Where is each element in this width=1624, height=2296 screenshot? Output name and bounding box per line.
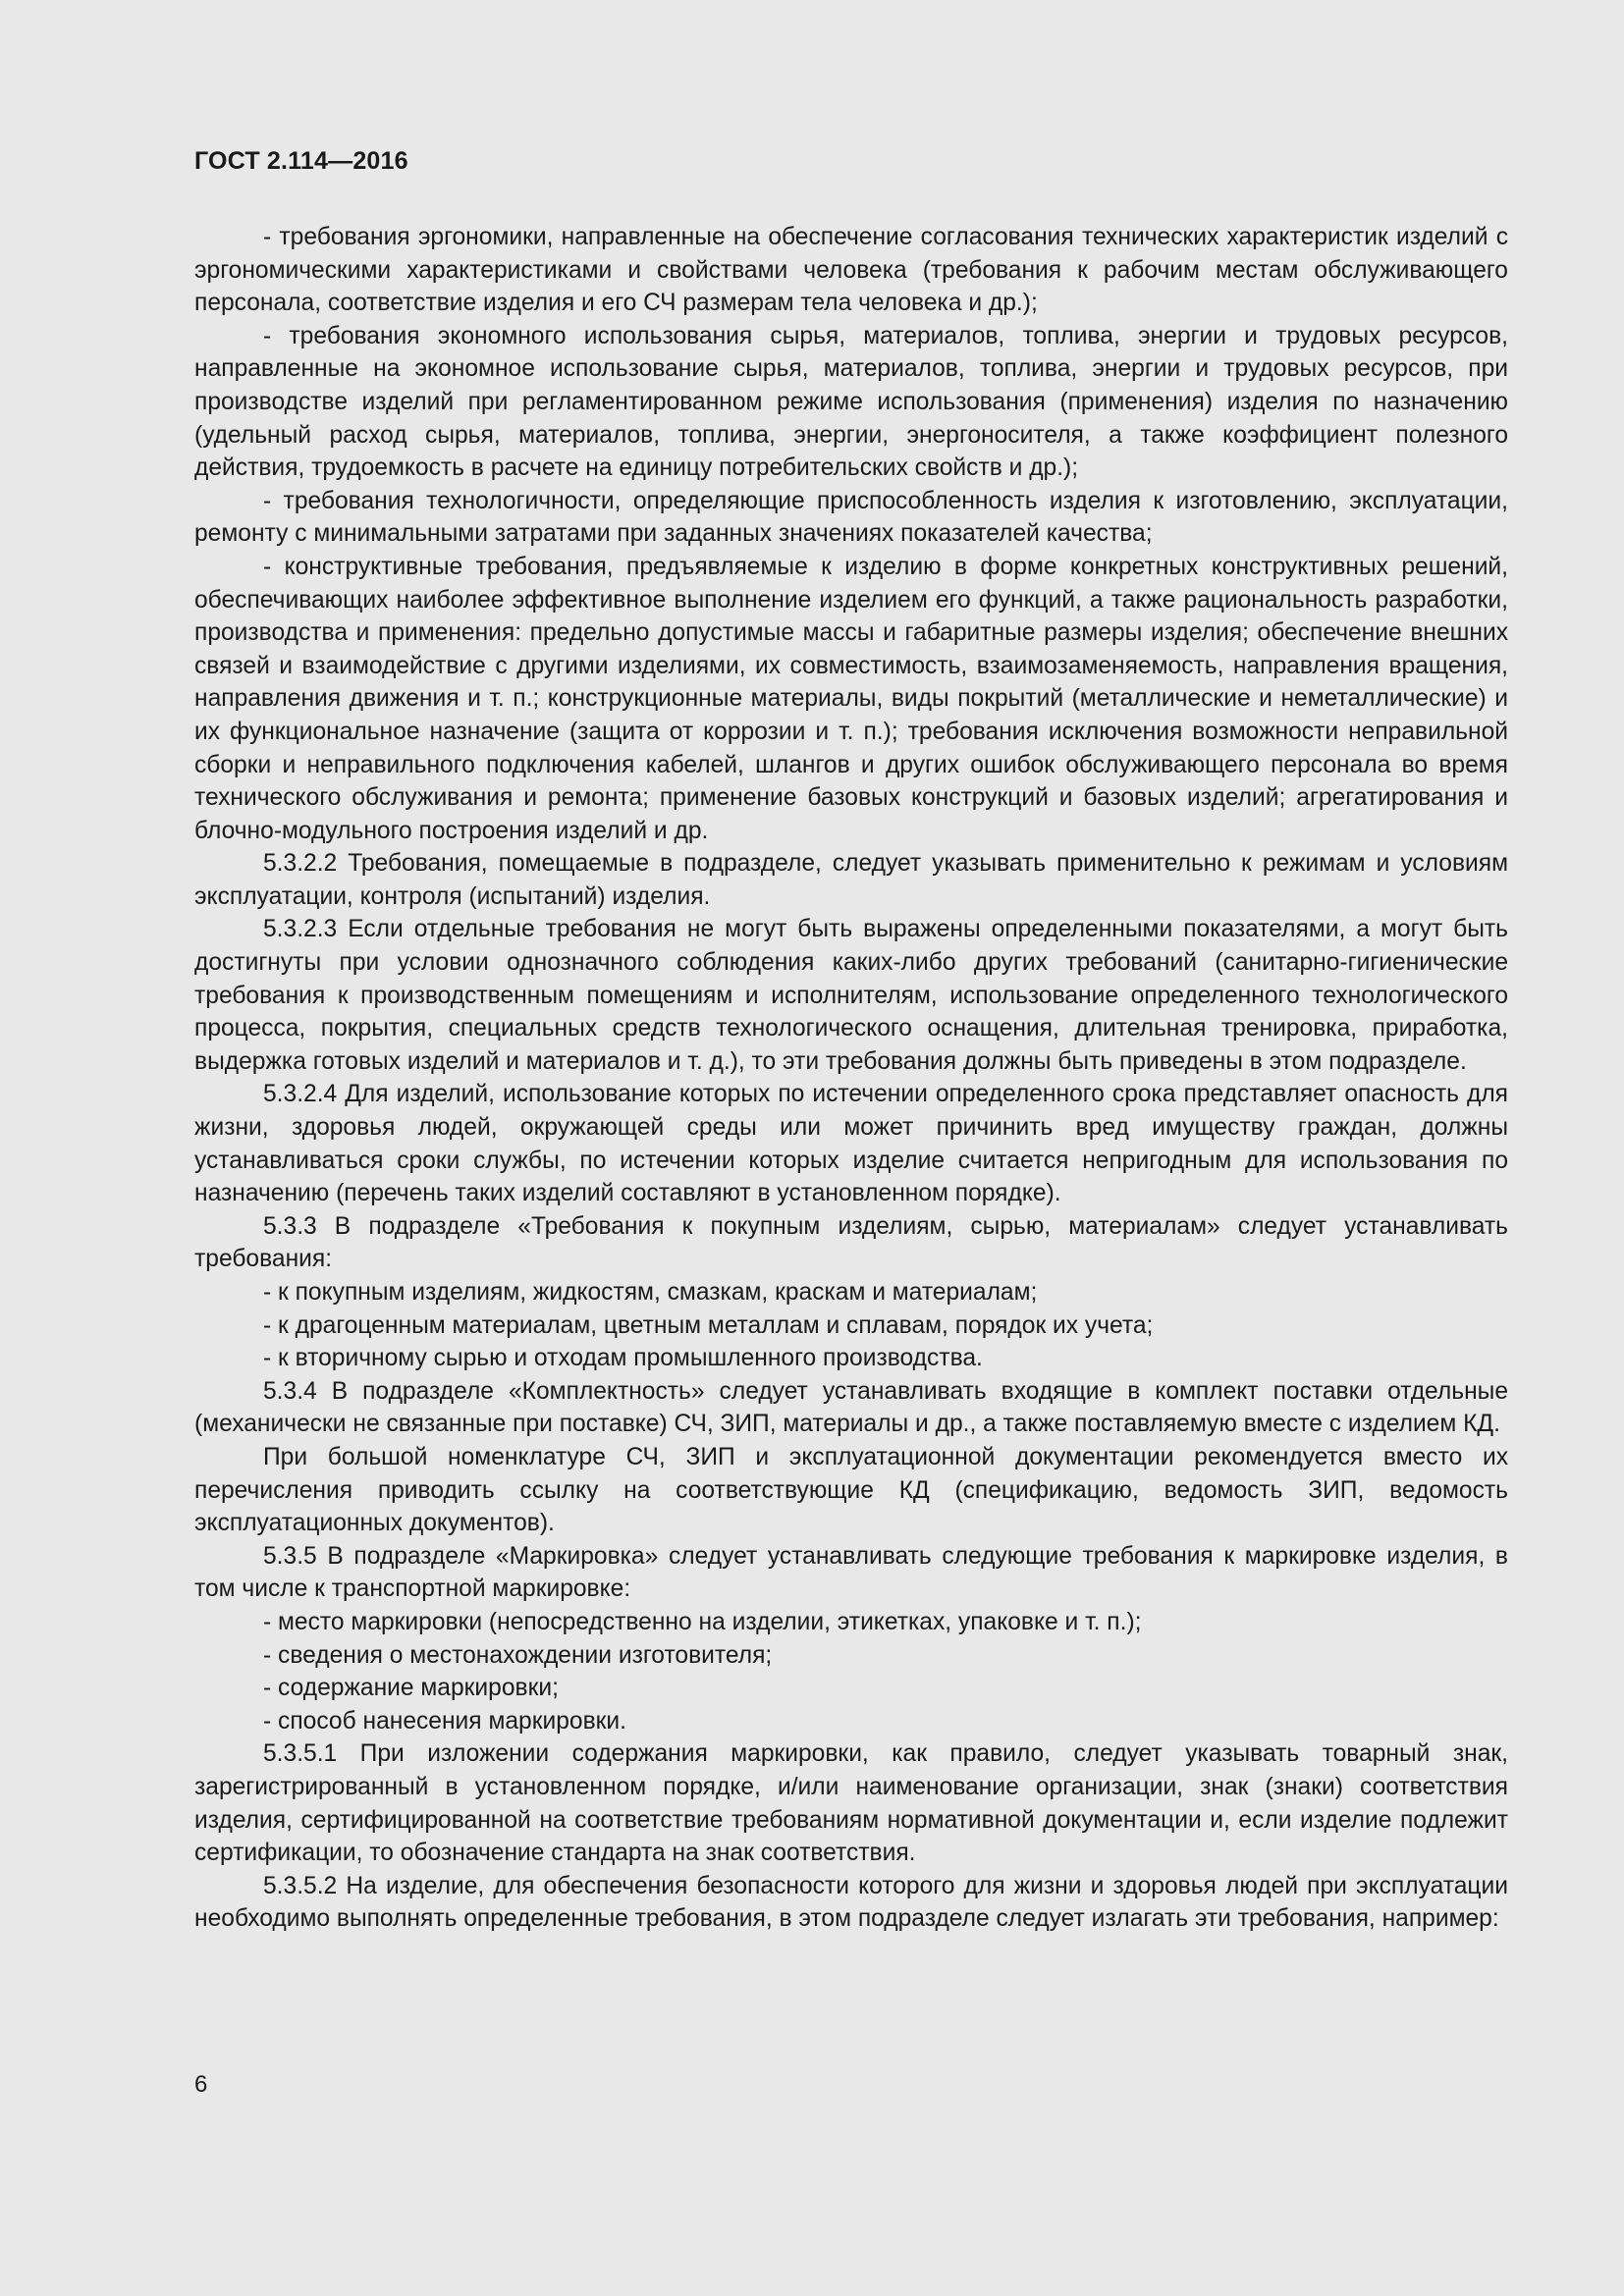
paragraph: - конструктивные требования, предъявляемые к изделию в форме конкретных конструктивных решений, обеспечивающих наиболее эффективное выполнение изделием его функций, а также рациональность разработки, производства и применения: предельно допустимые массы и габаритные размеры изделия; обеспечение внешних связей и взаимодействие с другими изделиями, их совместимость, взаимозаменяемость, направления вращения, направления движения и т. п.; конструкционные материалы, виды покрытий (металлические и неметаллические) и их функциональное назначение (защита от коррозии и т. п.); требования исключения возможности неправильной сборки и неправильного подключения кабелей, шлангов и других ошибок обслуживающего персонала во время технического обслуживания и ремонта; применение базовых конструкций и базовых изделий; агрегатирования и блочно-модульного построения изделий и др. [194, 553, 1508, 844]
paragraph: 5.3.4 В подразделе «Комплектность» следует устанавливать входящие в комплект поставки отдельные (механически не связанные при поставке) СЧ, ЗИП, материалы и др., а также поставляемую вместе с изделием КД. [194, 1377, 1508, 1438]
paragraph: 5.3.2.4 Для изделий, использование которых по истечении определенного срока представляет опасность для жизни, здоровья людей, окружающей среды или может причинить вред имуществу граждан, должны устанавливаться сроки службы, по истечении которых изделие считается непригодным для использования по назначению (перечень таких изделий составляют в установленном порядке). [194, 1081, 1508, 1207]
list-item: - сведения о местонахождении изготовителя; [263, 1641, 773, 1669]
paragraph: - требования экономного использования сырья, материалов, топлива, энергии и трудовых ресурсов, направленные на экономное использование сырья, материалов, топлива, энергии и трудовых ресурсов, при производстве изделий при регламентированном режиме использования (применения) изделия по назначению (удельный расход сырья, материалов, топлива, энергии, энергоносителя, а также коэффициент полезного действия, трудоемкость в расчете на единицу потребительских свойств и др.); [194, 322, 1508, 482]
paragraph: 5.3.3 В подразделе «Требования к покупным изделиям, сырью, материалам» следует устанавливать требования: [194, 1212, 1508, 1273]
list-item: - к драгоценным материалам, цветным металлам и сплавам, порядок их учета; [263, 1311, 1154, 1339]
paragraph: - требования технологичности, определяющие приспособленность изделия к изготовлению, эксплуатации, ремонту с минимальными затратами при заданных значениях показателей качества; [194, 487, 1508, 548]
document-header: ГОСТ 2.114—2016 [194, 147, 408, 175]
paragraph: - требования эргономики, направленные на обеспечение согласования технических характеристик изделий с эргономическими характеристиками и свойствами человека (требования к рабочим местам обслуживающего персонала, соответствие изделия и его СЧ размерам тела человека и др.); [194, 224, 1508, 317]
paragraph: 5.3.2.2 Требования, помещаемые в подразделе, следует указывать применительно к режимам и условиям эксплуатации, контроля (испытаний) изделия. [194, 850, 1508, 910]
paragraph: 5.3.5.2 На изделие, для обеспечения безопасности которого для жизни и здоровья людей при эксплуатации необходимо выполнять определенные требования, в этом подразделе следует излагать эти требования, например: [194, 1872, 1508, 1933]
document-body [194, 221, 1508, 1936]
paragraph: 5.3.5.1 При изложении содержания маркировки, как правило, следует указывать товарный знак, зарегистрированный в установленном порядке, и/или наименование организации, знак (знаки) соответствия изделия, сертифицированной на соответствие требованиям нормативной документации и, если изделие подлежит сертификации, то обозначение стандарта на знак соответствия. [194, 1740, 1508, 1867]
list-item: - место маркировки (непосредственно на изделии, этикетках, упаковке и т. п.); [263, 1608, 1142, 1635]
list-item: - содержание маркировки; [263, 1675, 559, 1702]
paragraph: 5.3.5 В подразделе «Маркировка» следует устанавливать следующие требования к маркировке изделия, в том числе к транспортной маркировке: [194, 1542, 1508, 1603]
paragraph: При большой номенклатуре СЧ, ЗИП и эксплуатационной документации рекомендуется вместо их перечисления приводить ссылку на соответствующие КД (спецификацию, ведомость ЗИП, ведомость эксплуатационных документов). [194, 1443, 1508, 1537]
paragraph: 5.3.2.3 Если отдельные требования не могут быть выражены определенными показателями, а могут быть достигнуты при условии однозначного соблюдения каких-либо других требований (санитарно-гигиенические требования к производственным помещениям и исполнителям, использование определенного технологического процесса, покрытия, специальных средств технологического оснащения, длительная тренировка, приработка, выдержка готовых изделий и материалов и т. д.), то эти требования должны быть приведены в этом подразделе. [194, 916, 1508, 1075]
list-item: - к вторичному сырью и отходам промышленного производства. [263, 1345, 983, 1372]
page-number: 6 [194, 2071, 208, 2098]
list-item: - к покупным изделиям, жидкостям, смазкам, краскам и материалам; [263, 1279, 1038, 1306]
list-item: - способ нанесения маркировки. [263, 1707, 626, 1735]
